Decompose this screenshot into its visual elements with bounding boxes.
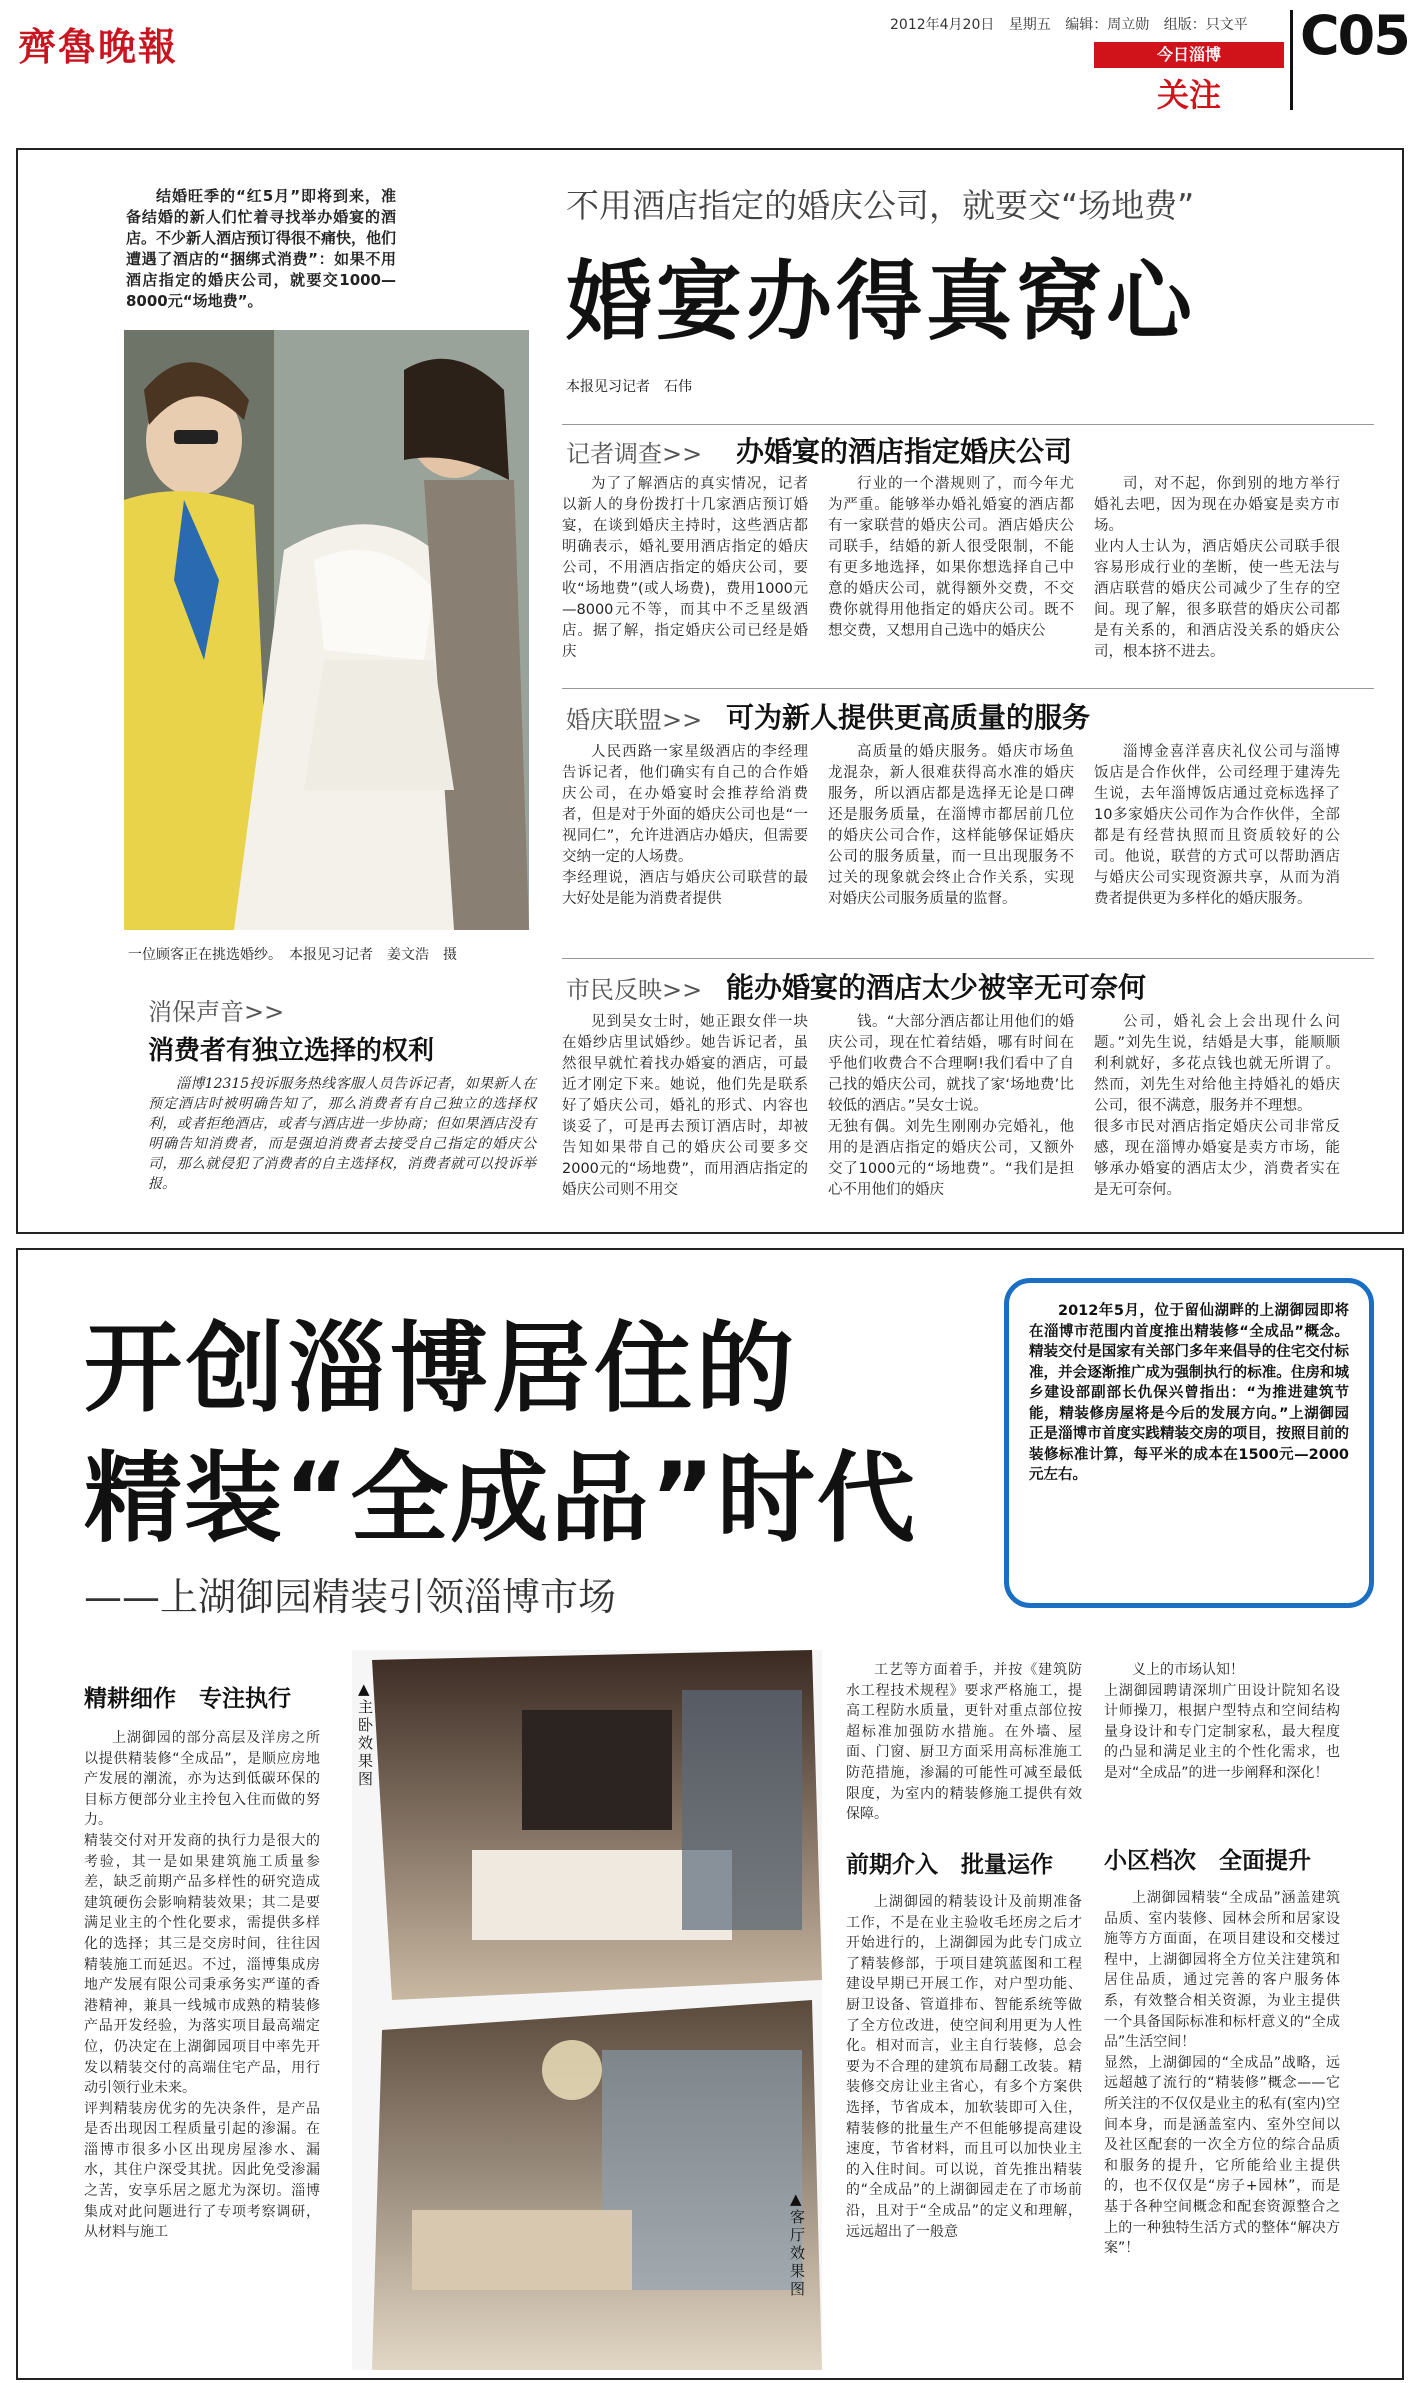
col3-heading: 小区档次 全面提升 [1104, 1848, 1311, 1874]
photo-label-bedroom: ▲主卧效果图 [358, 1680, 374, 1788]
header-divider [1290, 10, 1293, 110]
section-divider [562, 424, 1374, 425]
article1-subtitle: 不用酒店指定的婚庆公司，就要交“场地费” [566, 186, 1195, 225]
article1-lead: 结婚旺季的“红5月”即将到来，准备结婚的新人们忙着寻找举办婚宴的酒店。不少新人酒店预订得很不痛快，他们遭遇了酒店的“捆绑式消费”：如果不用酒店指定的婚庆公司，就要交1000—8000元“场地费”。 [126, 187, 397, 310]
section-column: 钱。“大部分酒店都让用他们的婚庆公司，现在忙着结婚，哪有时间在乎他们收费合不合理啊!我们看中了自己找的婚庆公司，就找了家‘场地费’比较低的酒店。”吴女士说。 无独有偶。刘先生刚刚办完婚礼，他用的是酒店指定的婚庆公司，又额外交了1000元的“场地费”。“我们是担心不用他们的婚庆 [828, 1014, 1074, 1198]
editor-credit: 编辑：周立勋 [1065, 17, 1150, 33]
article1-byline: 本报见习记者 石伟 [566, 379, 692, 395]
section-divider [562, 958, 1374, 959]
section-column: 人民西路一家星级酒店的李经理告诉记者，他们确实有自己的合作婚庆公司，在办婚宴时会推荐给消费者，但是对于外面的婚庆公司也是“一视同仁”，允许进酒店办婚庆，但需要交纳一定的人场费。 李经理说，酒店与婚庆公司联营的最大好处是能为消费者提供 [562, 744, 808, 907]
section-column: 见到吴女士时，她正跟女伴一块在婚纱店里试婚纱。她告诉记者，虽然很早就忙着找办婚宴的酒店，可最近才刚定下来。她说，他们先是联系好了婚庆公司，婚礼的形式、内容也谈妥了，可是再去预订酒店时，却被告知如果带自己的婚庆公司要多交2000元的“场地费”，而用酒店指定的婚庆公司则不用交 [562, 1014, 808, 1198]
col1-body: 上湖御园的部分高层及洋房之所以提供精装修“全成品”，是顺应房地产发展的潮流，亦为达到低碳环保的目标方便部分业主拎包入住而做的努力。 精装交付对开发商的执行力是很大的考验，其一是如果建筑施工质量参差，缺乏前期产品多样性的研究造成建筑硬伤会影响精装效果；其二是要满足业主的个性化要求，需提供多样化的选择；其三是交房时间，往往因精装施工而延迟。不过，淄博集成房地产发展有限公司秉承务实严谨的香港精神，兼具一线城市成熟的精装修产品开发经验，为落实项目最高端定位，仍决定在上湖御园项目中率先开发以精装交付的高端住宅产品，用行动引领行业未来。 评判精装房优劣的先决条件，是产品是否出现因工程质量引起的渗漏。在淄博市很多小区出现房屋渗水、漏水，其住户深受其扰。因此免受渗漏之苦，安享乐居之愿尤为深切。淄博集成对此问题进行了专项考察调研，从材料与施工 [84, 1730, 320, 2241]
col2-body: 上湖御园的精装设计及前期准备工作，不是在业主验收毛坯房之后才开始进行的，上湖御园为此专门成立了精装修部，于项目建筑蓝图和工程建设早期已开展工作，对户型功能、厨卫设备、管道排布、智能系统等做了全方位改进，使空间利用更为人性化。相对而言，业主自行装修，总会要为不合理的建筑布局翻工改装。精装修交房让业主省心，有多个方案供选择，节省成本，加软装即可入住，精装修的批量生产不但能够提高建设速度，节省材料，而且可以加快业主的入住时间。可以说，首先推出精装的“全成品”的上湖御园走在了市场前沿，且对于“全成品”的定义和理解，远远超出了一般意 [846, 1894, 1082, 2240]
section-label-consumer: 消保声音>> [148, 998, 285, 1026]
section-heading-investigation: 办婚宴的酒店指定婚庆公司 [736, 435, 1073, 468]
article2-title-line1: 开创淄博居住的 [84, 1312, 799, 1426]
section-label-alliance: 婚庆联盟>> [566, 706, 703, 734]
section-column: 司，对不起，你到别的地方举行婚礼去吧，因为现在办婚宴是卖方市场。 业内人士认为，酒店婚庆公司联手很容易形成行业的垄断，使一些无法与酒店联营的婚庆公司减少了生存的空间。现了解，很多联营的婚庆公司都是有关系的，和酒店没关系的婚庆公司，根本挤不进去。 [1094, 476, 1340, 660]
newspaper-logo: 齊魯晚報 [18, 24, 179, 69]
section-divider [562, 688, 1374, 689]
page-number: C05 [1300, 4, 1409, 67]
interior-renderings [352, 1650, 822, 2370]
section-label-investigation: 记者调查>> [566, 440, 703, 468]
layout-credit: 组版：只文平 [1163, 17, 1248, 33]
article2-title-line2: 精装“全成品”时代 [84, 1442, 917, 1556]
section-name: 关注 [1156, 76, 1221, 114]
section-heading-alliance: 可为新人提供更高质量的服务 [726, 701, 1091, 734]
col2-heading: 前期介入 批量运作 [846, 1852, 1053, 1878]
wedding-dress-photo [124, 330, 529, 930]
section-column: 公司，婚礼会上会出现什么问题。”刘先生说，结婚是大事，能顺顺利利就好，多花点钱也就无所谓了。然而，刘先生对给他主持婚礼的婚庆公司，很不满意，服务并不理想。 很多市民对酒店指定婚庆公司非常反感，现在淄博办婚宴是卖方市场，能够承办婚宴的酒店太少，消费者实在是无可奈何。 [1094, 1014, 1340, 1198]
issue-date: 2012年4月20日 [890, 17, 995, 33]
photo-caption: 一位顾客正在挑选婚纱。 本报见习记者 姜文浩 摄 [128, 947, 457, 963]
section-column: 行业的一个潜规则了，而今年尤为严重。能够举办婚礼婚宴的酒店都有一家联营的婚庆公司。酒店婚庆公司联手，结婚的新人很受限制，不能有更多地选择，如果你想选择自己中意的婚庆公司，就得额外交费，不交费你就得用他指定的婚庆公司。既不想交费，又想用自己选中的婚庆公 [828, 476, 1074, 639]
col3-body: 上湖御园精装“全成品”涵盖建筑品质、室内装修、园林会所和居家设施等方方面面，在项目建设和交楼过程中，上湖御园将全方位关注建筑和居住品质，通过完善的客户服务体系，有效整合相关资源，为业主提供一个具备国际标准和标杆意义的“全成品”生活空间！ 显然，上湖御园的“全成品”战略，远远超越了流行的“精装修”概念——它所关注的不仅仅是业主的私有(室内)空间本身，而是涵盖室内、室外空间以及社区配套的一次全方位的综合品质和服务的提升，它所能给业主提供的，也不仅仅是“房子+园林”，而是基于各种空间概念和配套资源整合之上的一种独特生活方式的整体“解决方案”！ [1104, 1890, 1340, 2257]
section-tag: 今日淄博 [1094, 42, 1284, 68]
section-column: 为了了解酒店的真实情况，记者以新人的身份拨打十几家酒店预订婚宴，在谈到婚庆主持时，这些酒店都明确表示，婚礼要用酒店指定的婚庆公司，不用酒店指定的婚庆公司，要收“场地费”(或人场费)，费用1000元—8000元不等，而其中不乏星级酒店。据了解，指定婚庆公司已经是婚庆 [562, 476, 808, 660]
issue-info [890, 14, 1258, 34]
col1-heading: 精耕细作 专注执行 [84, 1686, 291, 1712]
article1-title: 婚宴办得真窝心 [566, 252, 1196, 352]
col2-top: 工艺等方面着手，并按《建筑防水工程技术规程》要求严格施工，提高工程防水质量，更针对重点部位按超标准加强防水措施。在外墙、屋面、门窗、厨卫方面采用高标准施工防范措施，渗漏的可能性可减至最低限度，为室内的精装修施工提供有效保障。 [846, 1662, 1082, 1823]
interior-photo-frame [352, 1650, 822, 2370]
section-label-citizens: 市民反映>> [566, 976, 703, 1004]
col3-top: 义上的市场认知！ 上湖御园聘请深圳广田设计院知名设计师操刀，根据户型特点和空间结构量身设计和专门定制家私，最大程度的凸显和满足业主的个性化需求，也是对“全成品”的进一步阐释和深化！ [1104, 1662, 1340, 1781]
consumer-body: 淄博12315投诉服务热线客服人员告诉记者，如果新人在预定酒店时被明确告知了，那么消费者有自己独立的选择权利，或者拒绝酒店，或者与酒店进一步协商；但如果酒店没有明确告知消费者，而是强迫消费者去接受自己指定的婚庆公司，那么就侵犯了消费者的自主选择权，消费者就可以投诉举报。 [148, 1076, 536, 1192]
issue-weekday: 星期五 [1008, 17, 1051, 33]
section-column: 淄博金喜洋喜庆礼仪公司与淄博饭店是合作伙伴，公司经理于建涛先生说，去年淄博饭店通过竞标选择了10多家婚庆公司作为合作伙伴，全部都是有经营执照而且资质较好的公司。他说，联营的方式可以帮助酒店与婚庆公司实现资源共享，从而为消费者提供更为多样化的婚庆服务。 [1094, 744, 1340, 907]
section-heading-citizens: 能办婚宴的酒店太少被宰无可奈何 [726, 971, 1147, 1004]
section-column: 高质量的婚庆服务。婚庆市场鱼龙混杂，新人很难获得高水准的婚庆服务，所以酒店都是选择无论是口碑还是服务质量，在淄博市都居前几位的婚庆公司合作，这样能够保证婚庆公司的服务质量，而一旦出现服务不过关的现象就会终止合作关系，实现对婚庆公司服务质量的监督。 [828, 744, 1074, 907]
article2-subtitle: ——上湖御园精装引领淄博市场 [84, 1575, 617, 1619]
photo-illustration [124, 330, 529, 930]
promo-box-text: 2012年5月，位于留仙湖畔的上湖御园即将在淄博市范围内首度推出精装修“全成品”概念。精装交付是国家有关部门多年来倡导的住宅交付标准，并会逐渐推广成为强制执行的标准。住房和城乡建设部副部长仇保兴曾指出：“为推进建筑节能，精装修房屋将是今后的发展方向。”上湖御园正是淄博市首度实践精装交房的项目，按照目前的装修标准计算，每平米的成本在1500元—2000元左右。 [1029, 1303, 1349, 1483]
photo-label-livingroom: ▲客厅效果图 [790, 2190, 806, 2298]
section-heading-consumer: 消费者有独立选择的权利 [148, 1036, 435, 1066]
promo-box [1004, 1278, 1374, 1608]
